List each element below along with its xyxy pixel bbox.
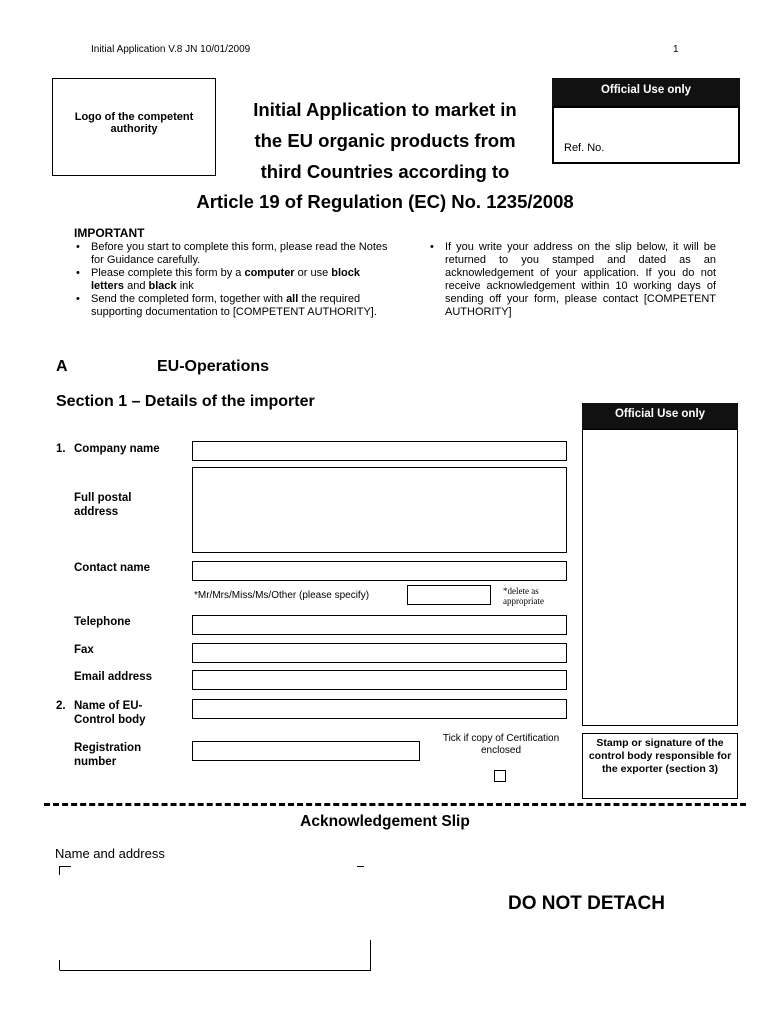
important-left-list (74, 241, 388, 319)
bullet-2-bold-block: block letters (91, 267, 361, 292)
form-title (224, 94, 546, 187)
version-header: Initial Application V.8 JN 10/01/2009 (91, 44, 251, 55)
important-bullet-2 (74, 267, 388, 293)
field-number-2: 2. (56, 700, 66, 712)
email-label: Email address (74, 671, 152, 683)
name-address-label: Name and address (55, 846, 165, 861)
bullet-3-bold-all: all (286, 293, 299, 305)
important-bullet-4 (428, 241, 716, 319)
field-number-1: 1. (56, 443, 66, 455)
corner-mark-top-right (357, 866, 364, 867)
section-a-letter: A (56, 358, 68, 375)
telephone-input[interactable] (192, 615, 567, 635)
registration-input[interactable] (192, 741, 420, 761)
bullet-1-text: Before you start to complete this form, please read the Notes for Guidance carefully. (91, 241, 388, 266)
certification-checkbox[interactable] (494, 770, 506, 782)
company-name-label: Company name (74, 443, 160, 455)
email-input[interactable] (192, 670, 567, 690)
bullet-2-text-c: and (124, 280, 149, 292)
official-use-side-label: Official Use only (614, 408, 706, 420)
registration-label: Registration number (74, 742, 142, 768)
telephone-label: Telephone (74, 616, 131, 628)
bullet-2-bold-black: black (148, 280, 177, 292)
tear-line (44, 803, 746, 806)
bullet-2-bold-computer: computer (244, 267, 295, 279)
official-use-top-header (552, 78, 740, 106)
control-body-label: Name of EU-Control body (74, 700, 146, 726)
tick-hint: Tick if copy of Certification enclosed (442, 733, 560, 756)
contact-name-input[interactable] (192, 561, 567, 581)
section-1-title: Section 1 – Details of the importer (56, 393, 315, 410)
fax-label: Fax (74, 644, 94, 656)
stamp-signature-text: Stamp or signature of the control body responsible for the exporter (section 3) (588, 737, 732, 775)
do-not-detach: DO NOT DETACH (508, 893, 665, 914)
contact-name-label: Contact name (74, 562, 151, 574)
official-use-side-box (582, 429, 738, 726)
section-a-title: EU-Operations (157, 358, 270, 375)
important-right-list (428, 241, 716, 319)
ref-no-label: Ref. No. (564, 142, 605, 154)
logo-box (52, 78, 216, 176)
important-bullet-3 (74, 293, 388, 319)
title-line-1: Initial Application to market in (253, 99, 517, 120)
company-name-input[interactable] (192, 441, 567, 461)
bullet-4-text: If you write your address on the slip below, it will be returned to you stamped and dated as an acknowledgement of your application. If you do not receive acknowledgement within 10 working days of sending off your form, please contact [COMPETENT AUTHORITY] (445, 241, 716, 318)
official-use-side-header (582, 403, 738, 429)
delete-hint: *delete as appropriate (503, 586, 544, 606)
logo-placeholder-text: Logo of the competent authority (74, 111, 194, 135)
important-heading: IMPORTANT (74, 226, 145, 240)
postal-address-label: Full postal address (74, 492, 132, 518)
important-bullet-1 (74, 241, 388, 267)
official-use-top-label: Official Use only (600, 84, 692, 96)
title-line-2: the EU organic products from (254, 130, 516, 151)
postal-address-input[interactable] (192, 467, 567, 553)
address-area-bracket[interactable] (59, 940, 371, 971)
fax-input[interactable] (192, 643, 567, 663)
bullet-2-text-d: ink (176, 280, 194, 292)
corner-mark-bottom-left (59, 960, 60, 970)
corner-mark-top-left (59, 866, 71, 875)
bullet-3-text-a: Send the completed form, together with (91, 293, 287, 305)
title-hint: *Mr/Mrs/Miss/Ms/Other (please specify) (194, 590, 370, 601)
bullet-2-text-a: Please complete this form by a (91, 267, 245, 279)
stamp-signature-box (582, 733, 738, 799)
title-line-4: Article 19 of Regulation (EC) No. 1235/2008 (196, 191, 574, 212)
title-input[interactable] (407, 585, 491, 605)
acknowledgement-title: Acknowledgement Slip (300, 813, 470, 830)
title-line-3: third Countries according to (260, 161, 510, 182)
page-number: 1 (673, 44, 679, 55)
official-use-top-box (552, 106, 740, 164)
bullet-2-text-b: or use (294, 267, 332, 279)
control-body-input[interactable] (192, 699, 567, 719)
bullet-3-text-b: the required supporting documentation to [COMPETENT AUTHORITY]. (91, 293, 377, 318)
